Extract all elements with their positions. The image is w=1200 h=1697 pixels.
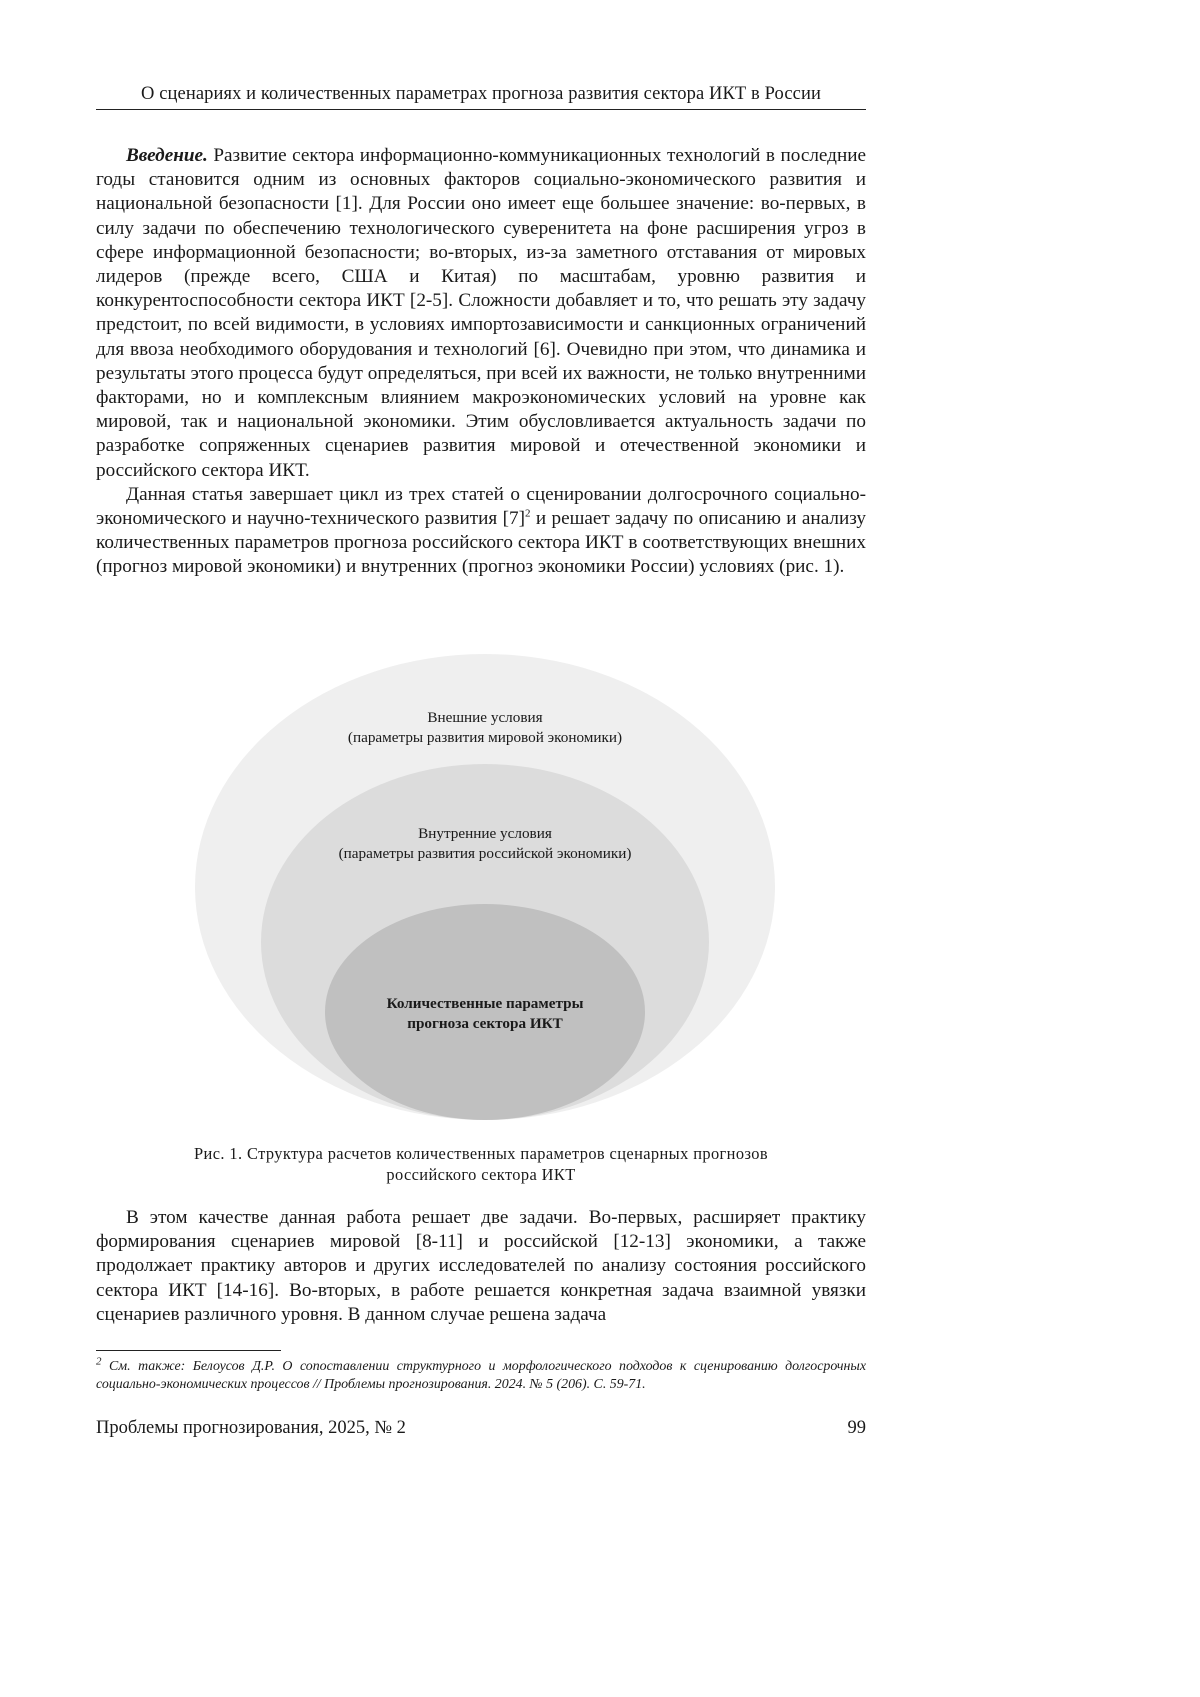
body-continuation bbox=[96, 1206, 866, 1327]
running-header: О сценариях и количественных параметрах прогноза развития сектора ИКТ в России bbox=[141, 84, 821, 104]
intro-section bbox=[96, 144, 866, 580]
inner-label-line-1: Количественные параметры bbox=[386, 995, 584, 1012]
intro-paragraph-2 bbox=[96, 483, 866, 580]
middle-label-line-1: Внутренние условия bbox=[418, 825, 552, 842]
intro-paragraph-1-text: Развитие сектора информационно-коммуникационных технологий в последние годы становится одним из основных факторов социально-экономического развития и национальной безопасности [1]. Для России оно имеет еще большее значение: во-первых, в силу задачи по обеспечению технологического суверенитета на фоне расширения угроз в сфере информационной безопасности; во-вторых, из-за заметного отставания от мировых лидеров (прежде всего, США и Китая) по масштабам, уровню развития и конкурентоспособности сектора ИКТ [2-5]. Сложности добавляет и то, что решать эту задачу предстоит, по всей видимости, в условиях импортозависимости и санкционных ограничений для ввоза необходимого оборудования и технологий [6]. Очевидно при этом, что динамика и результаты этого процесса будут определяться, при всей их важности, не только внутренними факторами, но и комплексным влиянием макроэкономических условий на уровне как мировой, так и национальной экономики. Этим обусловливается актуальность задачи по разработке сопряженных сценариев развития мировой и отечественной экономики и российского сектора ИКТ. bbox=[96, 145, 866, 481]
intro-lead: Введение. bbox=[126, 145, 208, 166]
header-rule bbox=[96, 109, 866, 110]
footnote-rule bbox=[96, 1350, 281, 1351]
figure-caption-line-1: Рис. 1. Структура расчетов количественных параметров сценарных прогнозов bbox=[194, 1144, 768, 1163]
footnote-mark: 2 bbox=[96, 1355, 102, 1368]
middle-label-line-2: (параметры развития российской экономики) bbox=[338, 845, 632, 862]
footnote-text: См. также: Белоусов Д.Р. О сопоставлении структурного и морфологического подходов к сценированию долгосрочных социально-экономических процессов // Проблемы прогнозирования. 2024. № 5 (206). С. 59-71. bbox=[96, 1359, 866, 1392]
body-paragraph: В этом качестве данная работа решает две задачи. Во-первых, расширяет практику формирования сценариев мировой [8-11] и российской [12-13] экономики, а также продолжает практику авторов и других исследователей по анализу состояния российского сектора ИКТ [14-16]. Во-вторых, в работе решается конкретная задача взаимной увязки сценариев различного уровня. В данном случае решена задача bbox=[96, 1207, 866, 1325]
page-number: 99 bbox=[847, 1418, 866, 1438]
figure-caption bbox=[96, 1143, 866, 1185]
intro-paragraph-1 bbox=[96, 144, 866, 483]
intro-paragraph-2-end: и решает задачу по описанию и анализу количественных параметров прогноза российского сектора ИКТ в соответствующих внешних (прогноз мировой экономики) и внутренних (прогноз экономики России) условиях (рис. 1). bbox=[96, 508, 867, 578]
outer-label-line-1: Внешние условия bbox=[427, 709, 543, 726]
intro-paragraph-2-start: Данная статья завершает цикл из трех статей о сценировании долгосрочного социально-экономического и научно-технического развития [7] bbox=[96, 483, 866, 530]
footnote bbox=[96, 1355, 866, 1394]
figure-1-diagram bbox=[190, 652, 780, 1122]
inner-label-line-2: прогноза сектора ИКТ bbox=[407, 1015, 563, 1032]
outer-label-line-2: (параметры развития мировой экономики) bbox=[347, 729, 623, 746]
figure-caption-line-2: российского сектора ИКТ bbox=[386, 1165, 576, 1184]
journal-footer: Проблемы прогнозирования, 2025, № 2 bbox=[96, 1418, 406, 1438]
footnote-ref[interactable]: 2 bbox=[524, 507, 531, 520]
